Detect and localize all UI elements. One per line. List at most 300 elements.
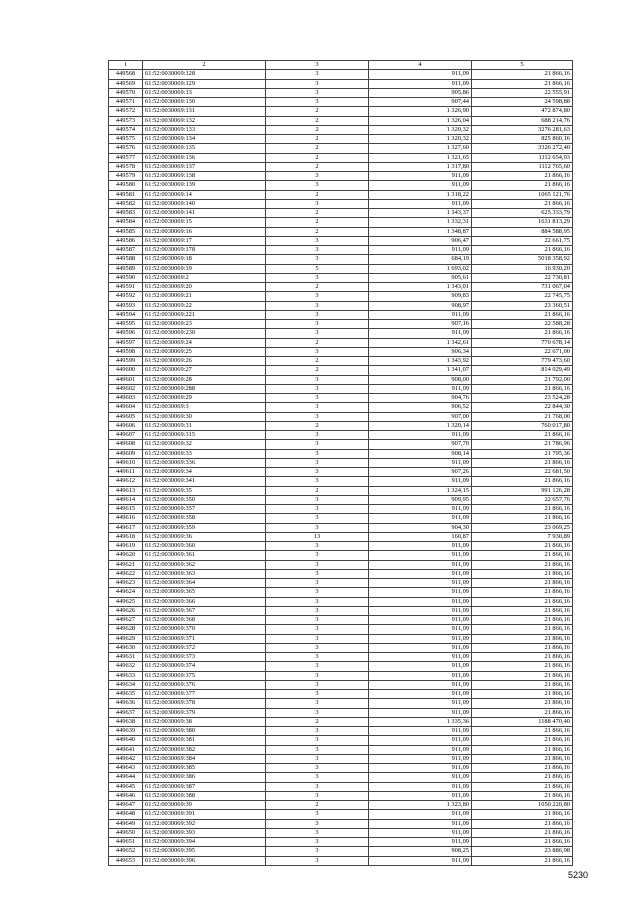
value-cell: 911,09 [369, 782, 472, 791]
row-number-cell: 449650 [109, 828, 143, 837]
group-cell: 3 [266, 653, 369, 662]
row-number-cell: 449580 [109, 181, 143, 190]
cadastral-number-cell: 61:52:0030069:15 [143, 218, 266, 227]
cadastral-number-cell: 61:52:0030069:381 [143, 736, 266, 745]
group-cell: 3 [266, 79, 369, 88]
cadastral-number-cell: 61:52:0030069:24 [143, 338, 266, 347]
value-cell: 1 320,14 [369, 421, 472, 430]
cadastral-number-cell: 61:52:0030069:131 [143, 107, 266, 116]
value-cell: 911,09 [369, 662, 472, 671]
row-number-cell: 449600 [109, 366, 143, 375]
cadastral-number-cell: 61:52:0030069:39 [143, 801, 266, 810]
row-number-cell: 449628 [109, 625, 143, 634]
group-cell: 2 [266, 357, 369, 366]
row-number-cell: 449620 [109, 551, 143, 560]
group-cell: 13 [266, 532, 369, 541]
cadastral-number-cell: 61:52:0030069:138 [143, 172, 266, 181]
group-cell: 3 [266, 847, 369, 856]
row-number-cell: 449642 [109, 754, 143, 763]
value-cell: 911,09 [369, 773, 472, 782]
cadastral-number-cell: 61:52:0030069:363 [143, 569, 266, 578]
value-cell: 911,09 [369, 569, 472, 578]
table-row [109, 606, 573, 615]
table-row [109, 634, 573, 643]
group-cell: 3 [266, 727, 369, 736]
value-cell: 911,09 [369, 172, 472, 181]
row-number-cell: 449591 [109, 283, 143, 292]
cadastral-number-cell: 61:52:0030069:22 [143, 301, 266, 310]
total-cell: 23 360,51 [472, 301, 573, 310]
row-number-cell: 449573 [109, 116, 143, 125]
value-cell: 911,09 [369, 477, 472, 486]
cadastral-number-cell: 61:52:0030069:350 [143, 495, 266, 504]
cadastral-number-cell: 61:52:0030069:130 [143, 98, 266, 107]
value-cell: 911,09 [369, 505, 472, 514]
row-number-cell: 449652 [109, 847, 143, 856]
cadastral-number-cell: 61:52:0030069:38 [143, 717, 266, 726]
value-cell: 909,83 [369, 292, 472, 301]
row-number-cell: 449604 [109, 403, 143, 412]
row-number-cell: 449574 [109, 125, 143, 134]
table-row [109, 431, 573, 440]
table-row [109, 754, 573, 763]
total-cell: 688 214,76 [472, 116, 573, 125]
group-cell: 3 [266, 440, 369, 449]
row-number-cell: 449626 [109, 606, 143, 615]
row-number-cell: 449621 [109, 560, 143, 569]
row-number-cell: 449570 [109, 88, 143, 97]
cadastral-number-cell: 61:52:0030069:366 [143, 597, 266, 606]
table-row [109, 199, 573, 208]
row-number-cell: 449577 [109, 153, 143, 162]
table-row [109, 597, 573, 606]
total-cell: 23 886,98 [472, 847, 573, 856]
value-cell: 911,09 [369, 653, 472, 662]
total-cell: 22 661,75 [472, 236, 573, 245]
cadastral-number-cell: 61:52:0030069:134 [143, 135, 266, 144]
table-row [109, 366, 573, 375]
row-number-cell: 449590 [109, 273, 143, 282]
total-cell: 3326 272,40 [472, 144, 573, 153]
table-row [109, 551, 573, 560]
total-cell: 22 681,50 [472, 468, 573, 477]
group-cell: 3 [266, 597, 369, 606]
total-cell: 5018 358,92 [472, 255, 573, 264]
table-row [109, 162, 573, 171]
table-row [109, 856, 573, 865]
table-row [109, 403, 573, 412]
value-cell: 911,09 [369, 643, 472, 652]
column-header: 5 [472, 61, 573, 70]
table-row [109, 190, 573, 199]
group-cell: 3 [266, 495, 369, 504]
total-cell: 21 786,96 [472, 440, 573, 449]
value-cell: 911,09 [369, 588, 472, 597]
value-cell: 1 342,61 [369, 338, 472, 347]
row-number-cell: 449585 [109, 227, 143, 236]
row-number-cell: 449636 [109, 699, 143, 708]
total-cell: 21 866,16 [472, 579, 573, 588]
cadastral-number-cell: 61:52:0030069:395 [143, 847, 266, 856]
table-row [109, 801, 573, 810]
cadastral-number-cell: 61:52:0030069:141 [143, 209, 266, 218]
table-body [109, 70, 573, 866]
value-cell: 911,09 [369, 79, 472, 88]
group-cell: 3 [266, 690, 369, 699]
value-cell: 905,61 [369, 273, 472, 282]
total-cell: 22 745,75 [472, 292, 573, 301]
group-cell: 2 [266, 227, 369, 236]
cadastral-number-cell: 61:52:0030069:288 [143, 384, 266, 393]
group-cell: 2 [266, 218, 369, 227]
column-header: 1 [109, 61, 143, 70]
total-cell: 21 866,16 [472, 606, 573, 615]
group-cell: 3 [266, 699, 369, 708]
cadastral-number-cell: 61:52:0030069:23 [143, 320, 266, 329]
row-number-cell: 449619 [109, 542, 143, 551]
table-row [109, 172, 573, 181]
row-number-cell: 449578 [109, 162, 143, 171]
cadastral-number-cell: 61:52:0030069:396 [143, 856, 266, 865]
value-cell: 911,09 [369, 597, 472, 606]
value-cell: 906,34 [369, 347, 472, 356]
column-header: 2 [143, 61, 266, 70]
row-number-cell: 449586 [109, 236, 143, 245]
total-cell: 21 866,16 [472, 838, 573, 847]
value-cell: 911,09 [369, 625, 472, 634]
row-number-cell: 449595 [109, 320, 143, 329]
group-cell: 3 [266, 477, 369, 486]
table-row [109, 791, 573, 800]
cadastral-number-cell: 61:52:0030069:358 [143, 514, 266, 523]
total-cell: 625 333,79 [472, 209, 573, 218]
total-cell: 21 866,16 [472, 708, 573, 717]
group-cell: 2 [266, 107, 369, 116]
group-cell: 3 [266, 606, 369, 615]
total-cell: 1065 121,76 [472, 190, 573, 199]
row-number-cell: 449629 [109, 634, 143, 643]
total-cell: 21 866,16 [472, 791, 573, 800]
value-cell: 911,09 [369, 680, 472, 689]
group-cell: 3 [266, 708, 369, 717]
cadastral-number-cell: 61:52:0030069:17 [143, 236, 266, 245]
total-cell: 1631 813,29 [472, 218, 573, 227]
value-cell: 911,09 [369, 828, 472, 837]
cadastral-number-cell: 61:52:0030069:28 [143, 375, 266, 384]
total-cell: 21 866,16 [472, 634, 573, 643]
total-cell: 16 930,20 [472, 264, 573, 273]
cadastral-number-cell: 61:52:0030069:29 [143, 394, 266, 403]
total-cell: 991 126,28 [472, 486, 573, 495]
row-number-cell: 449598 [109, 347, 143, 356]
table-row [109, 107, 573, 116]
cadastral-number-cell: 61:52:0030069:136 [143, 153, 266, 162]
cadastral-number-cell: 61:52:0030069:394 [143, 838, 266, 847]
table-row [109, 523, 573, 532]
cadastral-number-cell: 61:52:0030069:133 [143, 125, 266, 134]
group-cell: 3 [266, 88, 369, 97]
group-cell: 3 [266, 403, 369, 412]
cadastral-number-cell: 61:52:0030069:32 [143, 440, 266, 449]
row-number-cell: 449638 [109, 717, 143, 726]
row-number-cell: 449646 [109, 791, 143, 800]
cadastral-number-cell: 61:52:0030069:33 [143, 449, 266, 458]
table-row [109, 782, 573, 791]
row-number-cell: 449618 [109, 532, 143, 541]
table-row [109, 440, 573, 449]
row-number-cell: 449649 [109, 819, 143, 828]
group-cell: 2 [266, 190, 369, 199]
group-cell: 3 [266, 569, 369, 578]
group-cell: 3 [266, 468, 369, 477]
table-row [109, 88, 573, 97]
value-cell: 1 693,02 [369, 264, 472, 273]
table-row [109, 357, 573, 366]
table-row [109, 828, 573, 837]
group-cell: 2 [266, 801, 369, 810]
cadastral-number-cell: 61:52:0030069:34 [143, 468, 266, 477]
value-cell: 911,09 [369, 764, 472, 773]
group-cell: 3 [266, 246, 369, 255]
total-cell: 21 792,00 [472, 375, 573, 384]
cadastral-number-cell: 61:52:0030069:391 [143, 810, 266, 819]
total-cell: 770 678,14 [472, 338, 573, 347]
cadastral-number-cell: 61:52:0030069:379 [143, 708, 266, 717]
row-number-cell: 449584 [109, 218, 143, 227]
value-cell: 911,09 [369, 431, 472, 440]
total-cell: 21 866,16 [472, 625, 573, 634]
total-cell: 21 866,16 [472, 736, 573, 745]
group-cell: 3 [266, 625, 369, 634]
table-row [109, 412, 573, 421]
group-cell: 3 [266, 680, 369, 689]
column-header: 4 [369, 61, 472, 70]
value-cell: 907,16 [369, 320, 472, 329]
value-cell: 1 348,87 [369, 227, 472, 236]
cadastral-number-cell: 61:52:0030069:368 [143, 616, 266, 625]
total-cell: 21 866,16 [472, 810, 573, 819]
group-cell: 3 [266, 412, 369, 421]
value-cell: 1 326,04 [369, 116, 472, 125]
row-number-cell: 449571 [109, 98, 143, 107]
cadastral-number-cell: 61:52:0030069:36 [143, 532, 266, 541]
value-cell: 911,09 [369, 736, 472, 745]
cadastral-number-cell: 61:52:0030069:140 [143, 199, 266, 208]
value-cell: 911,09 [369, 616, 472, 625]
group-cell: 3 [266, 292, 369, 301]
table-row [109, 246, 573, 255]
cadastral-number-cell: 61:52:0030069:336 [143, 458, 266, 467]
group-cell: 3 [266, 449, 369, 458]
value-cell: 1 343,01 [369, 283, 472, 292]
total-cell: 21 866,16 [472, 569, 573, 578]
group-cell: 3 [266, 819, 369, 828]
table-row [109, 236, 573, 245]
row-number-cell: 449582 [109, 199, 143, 208]
value-cell: 911,09 [369, 458, 472, 467]
value-cell: 911,09 [369, 819, 472, 828]
cadastral-number-cell: 61:52:0030069:364 [143, 579, 266, 588]
group-cell: 2 [266, 153, 369, 162]
table-row [109, 255, 573, 264]
group-cell: 2 [266, 209, 369, 218]
value-cell: 911,09 [369, 745, 472, 754]
row-number-cell: 449607 [109, 431, 143, 440]
group-cell: 2 [266, 125, 369, 134]
table-row [109, 209, 573, 218]
table-row [109, 338, 573, 347]
group-cell: 3 [266, 310, 369, 319]
cadastral-number-cell: 61:52:0030069:139 [143, 181, 266, 190]
row-number-cell: 449644 [109, 773, 143, 782]
value-cell: 908,25 [369, 847, 472, 856]
cadastral-number-cell: 61:52:0030069:385 [143, 764, 266, 773]
value-cell: 1 341,07 [369, 366, 472, 375]
row-number-cell: 449589 [109, 264, 143, 273]
value-cell: 911,09 [369, 384, 472, 393]
total-cell: 21 866,16 [472, 597, 573, 606]
cadastral-number-cell: 61:52:0030069:21 [143, 292, 266, 301]
cadastral-number-cell: 61:52:0030069:132 [143, 116, 266, 125]
row-number-cell: 449597 [109, 338, 143, 347]
header-row [109, 61, 573, 70]
table-row [109, 421, 573, 430]
cadastral-number-cell: 61:52:0030069:178 [143, 246, 266, 255]
value-cell: 904,30 [369, 523, 472, 532]
row-number-cell: 449641 [109, 745, 143, 754]
table-row [109, 727, 573, 736]
group-cell: 3 [266, 172, 369, 181]
value-cell: 1 321,65 [369, 153, 472, 162]
value-cell: 911,09 [369, 199, 472, 208]
total-cell: 1112 765,60 [472, 162, 573, 171]
group-cell: 3 [266, 579, 369, 588]
value-cell: 911,09 [369, 810, 472, 819]
cadastral-number-cell: 61:52:0030069:2 [143, 273, 266, 282]
cadastral-number-cell: 61:52:0030069:20 [143, 283, 266, 292]
cadastral-number-cell: 61:52:0030069:384 [143, 754, 266, 763]
table-row [109, 579, 573, 588]
table-row [109, 514, 573, 523]
row-number-cell: 449633 [109, 671, 143, 680]
page-number: 5230 [567, 870, 588, 880]
value-cell: 1 324,15 [369, 486, 472, 495]
total-cell: 1112 654,03 [472, 153, 573, 162]
group-cell: 3 [266, 301, 369, 310]
total-cell: 23 524,28 [472, 394, 573, 403]
value-cell: 907,44 [369, 98, 472, 107]
table-row [109, 588, 573, 597]
value-cell: 909,95 [369, 495, 472, 504]
row-number-cell: 449622 [109, 569, 143, 578]
total-cell: 779 473,60 [472, 357, 573, 366]
group-cell: 3 [266, 643, 369, 652]
total-cell: 21 866,16 [472, 172, 573, 181]
value-cell: 911,09 [369, 560, 472, 569]
cadastral-number-cell: 61:52:0030069:386 [143, 773, 266, 782]
table-row [109, 283, 573, 292]
table-row [109, 616, 573, 625]
total-cell: 3276 281,63 [472, 125, 573, 134]
row-number-cell: 449612 [109, 477, 143, 486]
value-cell: 911,09 [369, 699, 472, 708]
table-row [109, 542, 573, 551]
row-number-cell: 449615 [109, 505, 143, 514]
row-number-cell: 449634 [109, 680, 143, 689]
cadastral-number-cell: 61:52:0030069:388 [143, 791, 266, 800]
group-cell: 3 [266, 199, 369, 208]
table-row [109, 745, 573, 754]
table-header [109, 61, 573, 70]
cadastral-number-cell: 61:52:0030069:370 [143, 625, 266, 634]
total-cell: 21 866,16 [472, 764, 573, 773]
total-cell: 22 844,30 [472, 403, 573, 412]
table-row [109, 819, 573, 828]
group-cell: 3 [266, 662, 369, 671]
value-cell: 907,00 [369, 412, 472, 421]
table-row [109, 569, 573, 578]
row-number-cell: 449602 [109, 384, 143, 393]
row-number-cell: 449583 [109, 209, 143, 218]
table-row [109, 680, 573, 689]
cadastral-number-cell: 61:52:0030069:376 [143, 680, 266, 689]
cadastral-number-cell: 61:52:0030069:14 [143, 190, 266, 199]
cadastral-number-cell: 61:52:0030069:365 [143, 588, 266, 597]
group-cell: 3 [266, 856, 369, 865]
group-cell: 3 [266, 394, 369, 403]
row-number-cell: 449572 [109, 107, 143, 116]
group-cell: 3 [266, 616, 369, 625]
group-cell: 3 [266, 320, 369, 329]
group-cell: 3 [266, 838, 369, 847]
total-cell: 21 866,16 [472, 310, 573, 319]
value-cell: 911,09 [369, 754, 472, 763]
total-cell: 21 866,16 [472, 458, 573, 467]
total-cell: 21 795,36 [472, 449, 573, 458]
row-number-cell: 449653 [109, 856, 143, 865]
total-cell: 21 866,16 [472, 782, 573, 791]
cadastral-number-cell: 61:52:0030069:13 [143, 88, 266, 97]
value-cell: 1 343,37 [369, 209, 472, 218]
table-row [109, 662, 573, 671]
table-row [109, 153, 573, 162]
group-cell: 3 [266, 560, 369, 569]
cadastral-number-cell: 61:52:0030069:362 [143, 560, 266, 569]
value-cell: 911,09 [369, 70, 472, 79]
total-cell: 7 930,89 [472, 532, 573, 541]
table-row [109, 125, 573, 134]
total-cell: 22 588,28 [472, 320, 573, 329]
row-number-cell: 449569 [109, 79, 143, 88]
value-cell: 911,09 [369, 579, 472, 588]
table-row [109, 449, 573, 458]
group-cell: 3 [266, 70, 369, 79]
total-cell: 1050 220,80 [472, 801, 573, 810]
table-row [109, 495, 573, 504]
group-cell: 3 [266, 431, 369, 440]
table-row [109, 347, 573, 356]
cadastral-number-cell: 61:52:0030069:18 [143, 255, 266, 264]
row-number-cell: 449614 [109, 495, 143, 504]
row-number-cell: 449643 [109, 764, 143, 773]
group-cell: 3 [266, 329, 369, 338]
row-number-cell: 449648 [109, 810, 143, 819]
table-row [109, 764, 573, 773]
value-cell: 1 327,60 [369, 144, 472, 153]
table-row [109, 486, 573, 495]
row-number-cell: 449632 [109, 662, 143, 671]
cadastral-number-cell: 61:52:0030069:360 [143, 542, 266, 551]
